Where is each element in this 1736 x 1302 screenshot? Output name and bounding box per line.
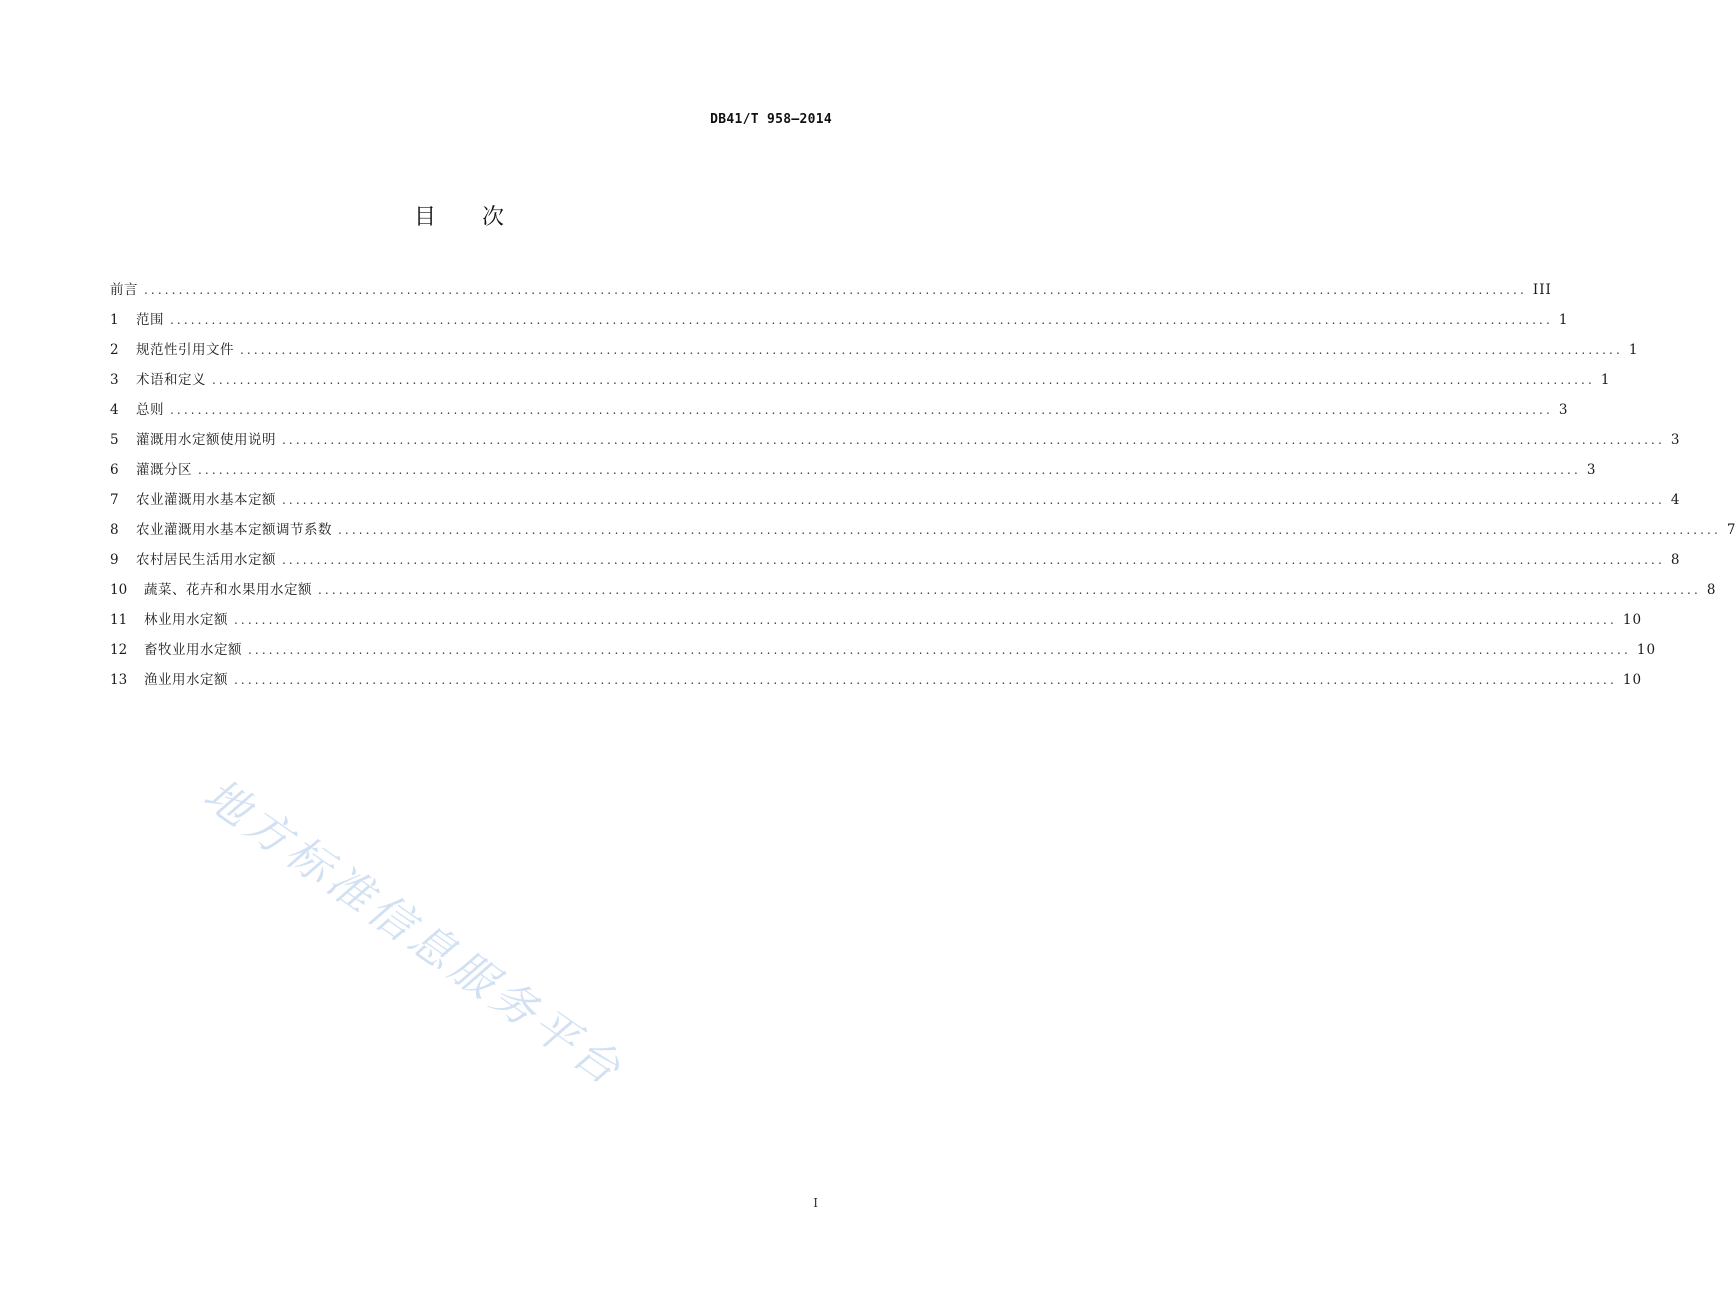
table-of-contents <box>110 277 1736 697</box>
toc-entry-number: 4 <box>110 402 119 418</box>
document-code: DB41/T 958—2014 <box>710 112 832 127</box>
toc-entry-5[interactable] <box>110 427 1681 457</box>
toc-entry-2[interactable] <box>110 337 1639 367</box>
toc-entry-6[interactable] <box>110 457 1597 487</box>
toc-leader-dots: ........................................................................................................................................................................................................ <box>338 523 1721 537</box>
toc-entry-10[interactable] <box>110 577 1717 607</box>
toc-entry-number: 7 <box>110 492 119 508</box>
toc-entry-title: 农村居民生活用水定额 <box>136 552 276 568</box>
toc-entry-page: 1 <box>1628 342 1639 358</box>
watermark: 地方标准信息服务平台 <box>194 769 634 1098</box>
toc-entry-number: 8 <box>110 522 119 538</box>
toc-entry-page: 10 <box>1622 672 1643 688</box>
toc-entry-title: 畜牧业用水定额 <box>144 642 242 658</box>
toc-entry-number: 13 <box>110 672 128 688</box>
toc-entry-8[interactable] <box>110 517 1736 547</box>
toc-entry-1[interactable] <box>110 307 1569 337</box>
toc-entry-title: 前言 <box>110 282 138 298</box>
toc-leader-dots: ........................................................................................................................................................................................................ <box>198 463 1581 477</box>
toc-leader-dots: ........................................................................................................................................................................................................ <box>240 343 1623 357</box>
toc-entry-number: 1 <box>110 312 119 328</box>
toc-leader-dots: ........................................................................................................................................................................................................ <box>170 313 1553 327</box>
toc-entry-title: 术语和定义 <box>136 372 206 388</box>
toc-entry-title: 灌溉用水定额使用说明 <box>136 432 276 448</box>
toc-entry-number: 3 <box>110 372 119 388</box>
toc-entry-foreword[interactable] <box>110 277 1552 307</box>
toc-leader-dots: ........................................................................................................................................................................................................ <box>248 643 1631 657</box>
toc-entry-number: 11 <box>110 612 128 628</box>
page-number: I <box>813 1196 818 1210</box>
toc-entry-title: 蔬菜、花卉和水果用水定额 <box>144 582 312 598</box>
toc-entry-page: 1 <box>1600 372 1611 388</box>
toc-entry-number: 2 <box>110 342 119 358</box>
toc-leader-dots: ........................................................................................................................................................................................................ <box>234 673 1617 687</box>
toc-entry-page: 1 <box>1558 312 1569 328</box>
toc-entry-title: 范围 <box>136 312 164 328</box>
toc-leader-dots: ........................................................................................................................................................................................................ <box>212 373 1595 387</box>
toc-entry-3[interactable] <box>110 367 1611 397</box>
toc-entry-page: 10 <box>1636 642 1657 658</box>
toc-entry-title: 灌溉分区 <box>136 462 192 478</box>
title-char-1: 目 <box>413 205 438 230</box>
toc-entry-4[interactable] <box>110 397 1569 427</box>
toc-entry-number: 10 <box>110 582 128 598</box>
toc-entry-title: 农业灌溉用水基本定额 <box>136 492 276 508</box>
toc-entry-9[interactable] <box>110 547 1681 577</box>
toc-entry-page: 3 <box>1558 402 1569 418</box>
toc-leader-dots: ........................................................................................................................................................................................................ <box>318 583 1701 597</box>
toc-entry-title: 渔业用水定额 <box>144 672 228 688</box>
toc-leader-dots: ........................................................................................................................................................................................................ <box>170 403 1553 417</box>
toc-entry-12[interactable] <box>110 637 1657 667</box>
toc-leader-dots: ........................................................................................................................................................................................................ <box>234 613 1617 627</box>
toc-entry-number: 12 <box>110 642 128 658</box>
toc-entry-page: 3 <box>1586 462 1597 478</box>
title-char-2: 次 <box>482 205 507 230</box>
toc-leader-dots: ........................................................................................................................................................................................................ <box>282 493 1665 507</box>
toc-entry-title: 规范性引用文件 <box>136 342 234 358</box>
toc-leader-dots: ........................................................................................................................................................................................................ <box>282 433 1665 447</box>
toc-entry-number: 5 <box>110 432 119 448</box>
toc-entry-13[interactable] <box>110 667 1643 697</box>
toc-entry-title: 农业灌溉用水基本定额调节系数 <box>136 522 332 538</box>
toc-entry-page: 10 <box>1622 612 1643 628</box>
toc-entry-page: 4 <box>1670 492 1681 508</box>
toc-entry-page: 7 <box>1726 522 1736 538</box>
toc-entry-number: 9 <box>110 552 119 568</box>
toc-entry-page: 8 <box>1670 552 1681 568</box>
toc-entry-7[interactable] <box>110 487 1681 517</box>
toc-entry-page: III <box>1532 282 1552 298</box>
toc-entry-11[interactable] <box>110 607 1643 637</box>
toc-entry-page: 3 <box>1670 432 1681 448</box>
toc-entry-page: 8 <box>1706 582 1717 598</box>
toc-leader-dots: ........................................................................................................................................................................................................ <box>282 553 1665 567</box>
toc-leader-dots: ........................................................................................................................................................................................................ <box>144 283 1527 297</box>
page-title <box>0 200 920 231</box>
toc-entry-title: 总则 <box>136 402 164 418</box>
toc-entry-number: 6 <box>110 462 119 478</box>
toc-entry-title: 林业用水定额 <box>144 612 228 628</box>
